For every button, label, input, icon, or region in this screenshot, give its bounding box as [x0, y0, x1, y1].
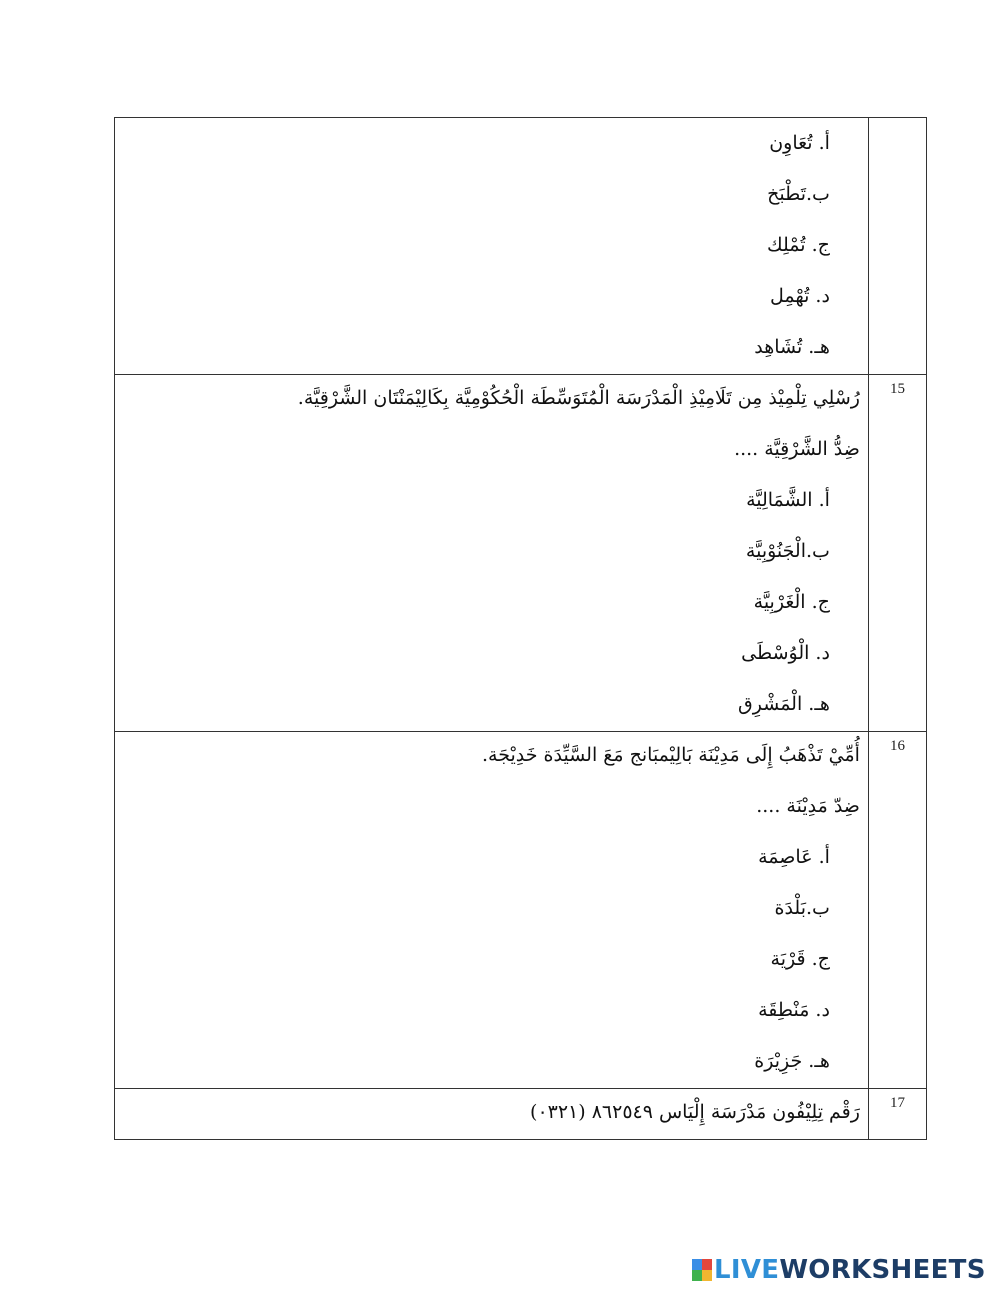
question-text: رُسْلِي تِلْمِيْذ مِن تَلَامِيْذِ الْمَدْرَسَة الْمُتَوَسِّطَة الْحُكُوْمِيَّة بِكَالِيْمَنْتَان الشَّرْقِيَّة. [297, 387, 860, 409]
table-row [115, 1089, 927, 1140]
answer-option-b[interactable]: ب.بَلْدَة [774, 897, 830, 919]
answer-option-b[interactable]: ب.تَطْبَخ [767, 183, 830, 205]
logo-worksheets-text: WORKSHEETS [779, 1255, 986, 1285]
logo-square-yellow [702, 1270, 712, 1281]
answer-option-e[interactable]: هـ. الْمَشْرِق [738, 693, 830, 715]
question-number: 17 [868, 1089, 926, 1140]
liveworksheets-logo [692, 1255, 986, 1285]
answer-option-e[interactable]: هـ. تُشَاهِد [754, 336, 830, 358]
question-cell [115, 118, 869, 375]
question-number [868, 118, 926, 375]
worksheet-table [114, 117, 927, 1140]
answer-option-c[interactable]: ج. الْغَرْبِيَّة [753, 591, 830, 613]
question-prompt: ضِدّ مَدِيْنَة .... [756, 795, 860, 817]
logo-live-text: LIVE [714, 1255, 780, 1285]
question-cell [115, 732, 869, 1089]
logo-square-red [702, 1259, 712, 1270]
answer-option-c[interactable]: ج. قَرْيَة [770, 948, 830, 970]
logo-square-green [692, 1270, 702, 1281]
question-text: رَقْم تِلِيْفُون مَدْرَسَة إِلْيَاس ٨٦٢٥٤٩ (٠٣٢١) [530, 1101, 860, 1123]
table-row [115, 118, 927, 375]
answer-option-a[interactable]: أ. الشَّمَالِيَّة [746, 489, 830, 511]
answer-option-a[interactable]: أ. تُعَاوِن [769, 132, 830, 154]
question-number: 16 [868, 732, 926, 1089]
question-number: 15 [868, 375, 926, 732]
question-cell [115, 1089, 869, 1140]
answer-option-e[interactable]: هـ. جَزِيْرَة [754, 1050, 830, 1072]
question-cell [115, 375, 869, 732]
answer-option-b[interactable]: ب.الْجَنُوْبِيَّة [745, 540, 830, 562]
question-prompt: ضِدُّ الشَّرْقِيَّة .... [734, 438, 860, 460]
answer-option-a[interactable]: أ. عَاصِمَة [758, 846, 830, 868]
answer-option-c[interactable]: ج. تُمْلِك [767, 234, 830, 256]
liveworksheets-logo-icon [692, 1259, 712, 1281]
answer-option-d[interactable]: د. تُهْمِل [769, 285, 830, 307]
question-text: أُمِّيْ تَذْهَبُ إِلَى مَدِيْنَة بَالِيْمبَانج مَعَ السَّيِّدَة خَدِيْجَة. [482, 744, 860, 766]
answer-option-d[interactable]: د. مَنْطِقَة [758, 999, 830, 1021]
table-row [115, 732, 927, 1089]
logo-square-blue [692, 1259, 702, 1270]
liveworksheets-logo-text [714, 1255, 986, 1285]
answer-option-d[interactable]: د. الْوُسْطَى [741, 642, 830, 664]
table-row [115, 375, 927, 732]
